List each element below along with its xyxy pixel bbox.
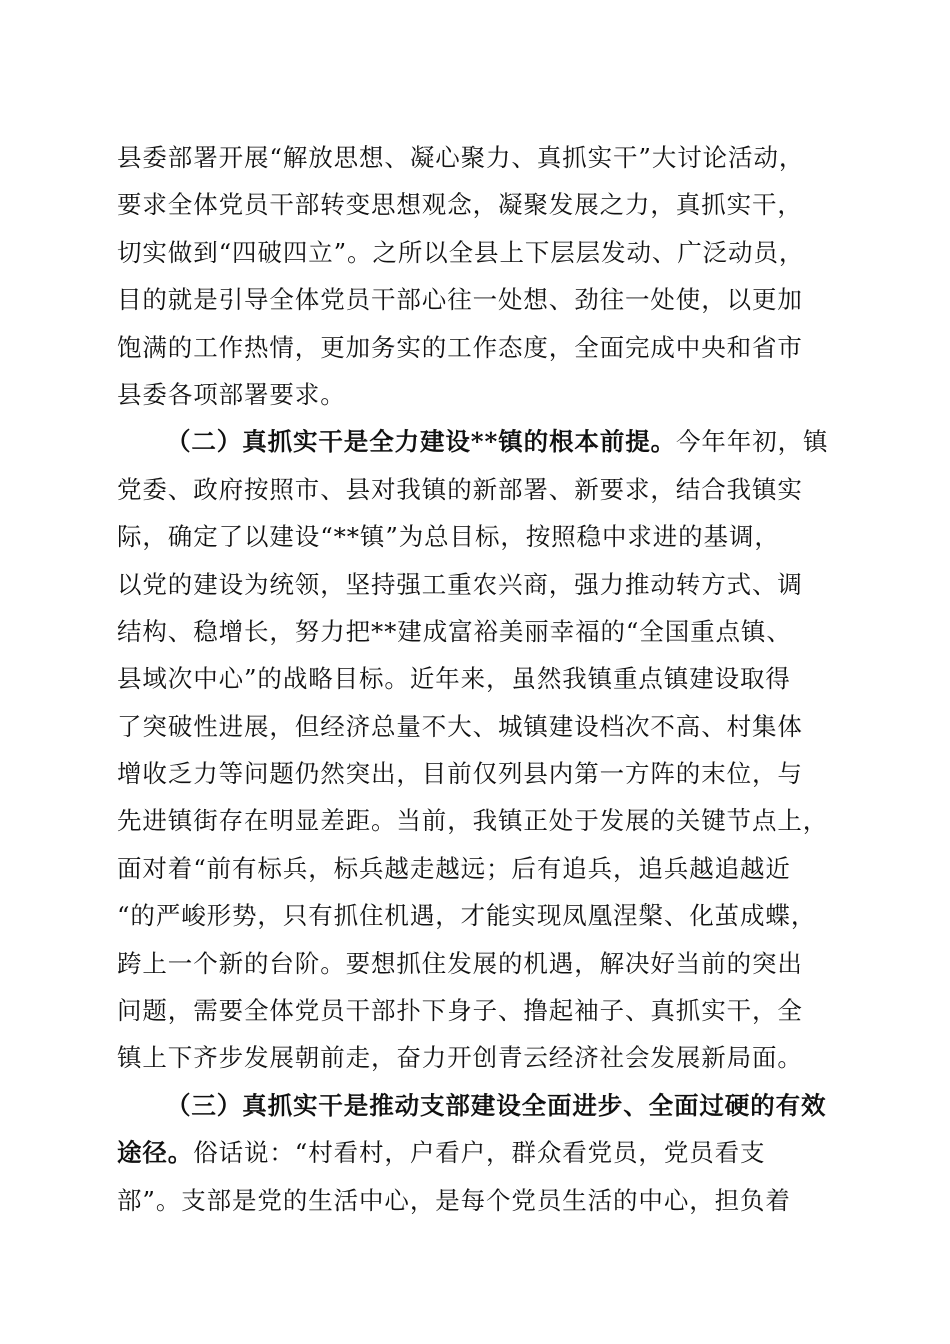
text-line: 增收乏力等问题仍然突出，目前仅列县内第一方阵的末位，与 <box>117 759 803 789</box>
paragraph-2 <box>117 418 833 1081</box>
text-run: 俗话说：“村看村，户看户，群众看党员，党员看支 <box>193 1138 766 1168</box>
text-line: 先进镇街存在明显差距。当前，我镇正处于发展的关键节点上， <box>117 806 829 836</box>
paragraph-3 <box>117 1082 833 1224</box>
text-line: 县委部署开展“解放思想、凝心聚力、真抓实干”大讨论活动， <box>117 143 805 172</box>
section-heading-3: （三）真抓实干是推动支部建设全面进步、全面过硬的有效 <box>166 1090 827 1120</box>
text-line: “的严峻形势，只有抓住机遇，才能实现凤凰涅槃、化茧成蝶， <box>117 901 817 931</box>
section-heading-2: （二）真抓实干是全力建设**镇的根本前提。 <box>166 427 677 457</box>
text-line <box>117 418 833 465</box>
text-line: 县委各项部署要求。 <box>117 379 346 409</box>
text-line: 面对着“前有标兵，标兵越走越远；后有追兵，追兵越追越近 <box>117 853 791 883</box>
text-line: 县域次中心”的战略目标。近年来，虽然我镇重点镇建设取得 <box>117 664 791 694</box>
paragraph-1 <box>117 134 833 418</box>
text-line: 切实做到“四破四立”。之所以全县上下层层发动、广泛动员， <box>117 237 805 267</box>
text-line: 际，确定了以建设“**镇”为总目标，按照稳中求进的基调， <box>117 522 780 552</box>
text-line: 部”。支部是党的生活中心，是每个党员生活的中心，担负着 <box>117 1185 791 1215</box>
section-heading-3-end: 途径。 <box>117 1138 194 1168</box>
text-line: 跨上一个新的台阶。要想抓住发展的机遇，解决好当前的突出 <box>117 948 803 978</box>
text-line: 目的就是引导全体党员干部心往一处想、劲往一处使，以更加 <box>117 285 803 315</box>
text-line: 镇上下齐步发展朝前走，奋力开创青云经济社会发展新局面。 <box>117 1043 803 1073</box>
text-line: 党委、政府按照市、县对我镇的新部署、新要求，结合我镇实 <box>117 474 803 504</box>
text-line: 结构、稳增长，努力把**建成富裕美丽幸福的“全国重点镇、 <box>117 616 792 646</box>
document-body <box>117 134 833 1224</box>
text-line: 以党的建设为统领，坚持强工重农兴商，强力推动转方式、调 <box>117 569 803 599</box>
text-line: 饱满的工作热情，更加务实的工作态度，全面完成中央和省市 <box>117 332 803 362</box>
text-line: 了突破性进展，但经济总量不大、城镇建设档次不高、村集体 <box>117 711 803 741</box>
text-line: 问题，需要全体党员干部扑下身子、撸起袖子、真抓实干，全 <box>117 996 803 1026</box>
text-line: 要求全体党员干部转变思想观念，凝聚发展之力，真抓实干， <box>117 190 803 220</box>
text-line <box>117 1129 833 1176</box>
text-run: 今年年初，镇 <box>676 427 829 457</box>
